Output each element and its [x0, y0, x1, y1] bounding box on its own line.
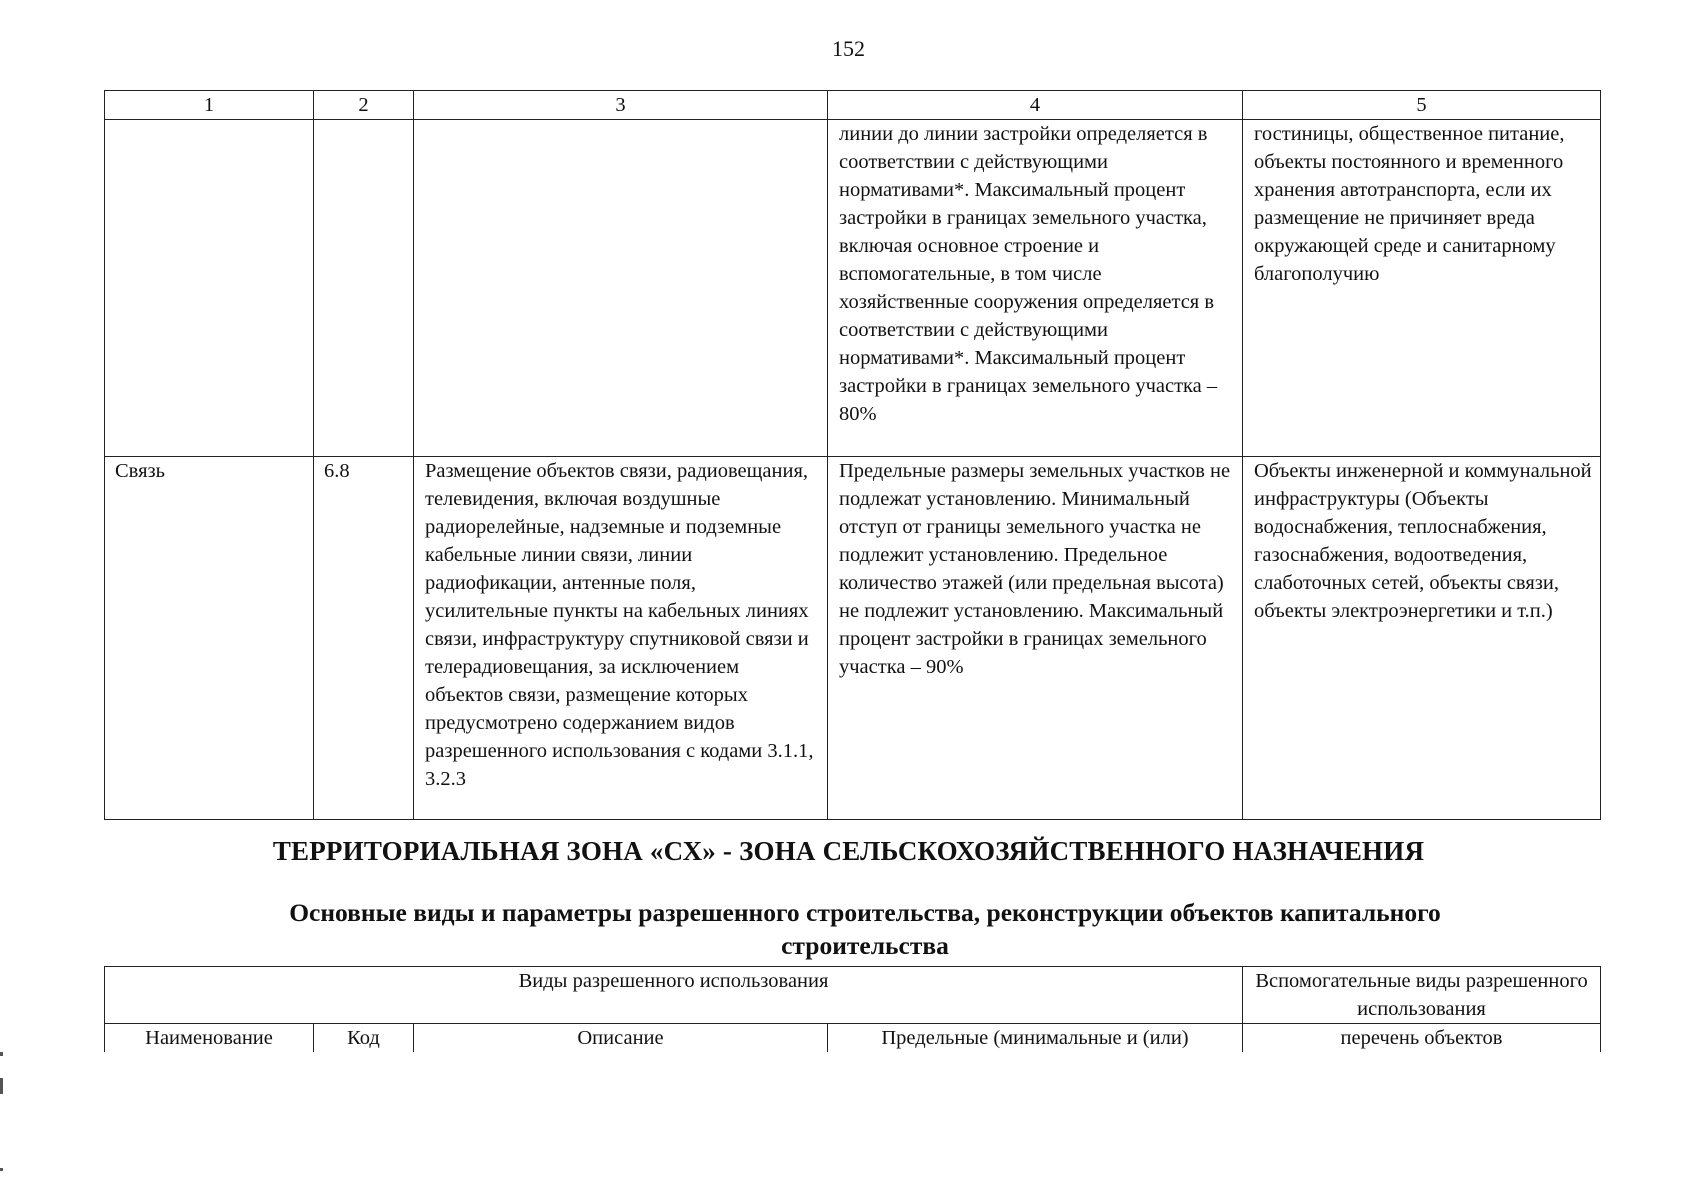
cell-name: Связь [105, 457, 314, 820]
column-number-3: 3 [414, 91, 828, 120]
col-name-header: Наименование [105, 1024, 314, 1053]
section-title: Основные виды и параметры разрешенного строительства, реконструкции объектов капитального строительства [289, 898, 1441, 960]
cell-parameters: линии до линии застройки определяется в соответствии с действующими нормативами*. Максимальный процент застройки в границах земельного участка, включая основное строение и вспомогательные, в том числе хозяйственные сооружения определяется в соответствии с действующими нормативами*. Максимальный процент застройки в границах земельного участка – 80% [828, 120, 1243, 457]
scan-edge-mark [0, 1052, 3, 1056]
group-header-main: Виды разрешенного использования [105, 967, 1243, 1024]
cell-code: 6.8 [314, 457, 414, 820]
group-header-aux: Вспомогательные виды разрешенного использования [1243, 967, 1601, 1024]
cell-parameters: Предельные размеры земельных участков не подлежат установлению. Минимальный отступ от границы земельного участка не подлежит установлению. Предельное количество этажей (или предельная высота) не подлежит установлению. Максимальный процент застройки в границах земельного участка – 90% [828, 457, 1243, 820]
cell-auxiliary: Объекты инженерной и коммунальной инфраструктуры (Объекты водоснабжения, теплоснабжения, газоснабжения, водоотведения, слаботочных сетей, объекты связи, объекты электроэнергетики и т.п.) [1243, 457, 1601, 820]
col-parameters-header: Предельные (минимальные и (или) [828, 1024, 1243, 1053]
cell-auxiliary: гостиницы, общественное питание, объекты постоянного и временного хранения автотранспорта, если их размещение не причиняет вреда окружающей среде и санитарному благополучию [1243, 120, 1601, 457]
zoning-table-new [104, 966, 1601, 1052]
scan-edge-mark [0, 1168, 3, 1171]
table-row [105, 457, 1601, 820]
zoning-table-continued [104, 90, 1601, 820]
column-number-4: 4 [828, 91, 1243, 120]
cell-name [105, 120, 314, 457]
scan-edge-mark [0, 1078, 3, 1094]
col-code-header: Код [314, 1024, 414, 1053]
table-row [105, 120, 1601, 457]
col-auxiliary-header: перечень объектов [1243, 1024, 1601, 1053]
column-header-row [105, 1024, 1601, 1053]
cell-code [314, 120, 414, 457]
column-number-1: 1 [105, 91, 314, 120]
cell-description: Размещение объектов связи, радиовещания, телевидения, включая воздушные радиорелейные, надземные и подземные кабельные линии связи, линии радиофикации, антенные поля, усилительные пункты на кабельных линиях связи, инфраструктуру спутниковой связи и телерадиовещания, за исключением объектов связи, размещение которых предусмотрено содержанием видов разрешенного использования с кодами 3.1.1, 3.2.3 [414, 457, 828, 820]
col-description-header: Описание [414, 1024, 828, 1053]
column-number-2: 2 [314, 91, 414, 120]
page-number: 152 [832, 36, 865, 61]
group-header-row [105, 967, 1601, 1024]
cell-description [414, 120, 828, 457]
table-header-row [105, 91, 1601, 120]
column-number-5: 5 [1243, 91, 1601, 120]
zone-title: ТЕРРИТОРИАЛЬНАЯ ЗОНА «СХ» - ЗОНА СЕЛЬСКОХОЗЯЙСТВЕННОГО НАЗНАЧЕНИЯ [272, 836, 1425, 866]
